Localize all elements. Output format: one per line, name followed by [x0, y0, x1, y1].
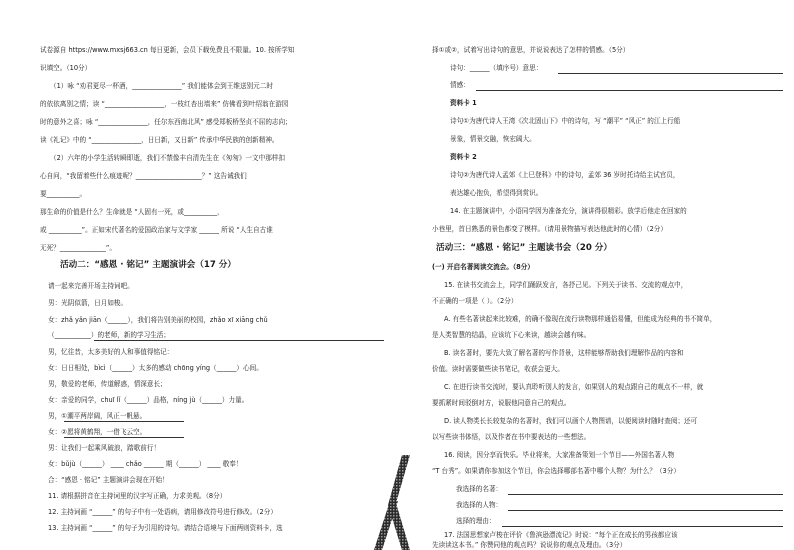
section-title-activity-3: 活动三：“感恩 · 铭记” 主题读书会（20 分） [436, 243, 612, 253]
text-line: 要抓紧时间驳倒对方，说服他同意自己的观点。 [432, 399, 571, 407]
text-line: 心自问，“我留着些什么痕迹呢？____________________？” 这告诫我们 [40, 172, 247, 180]
text-line: 要__________。 [40, 190, 87, 198]
text-line: 时的意外之喜；咏 “_______________，任尔东西南北风” 感受郑板桥坚贞不屈的志向； [40, 118, 292, 126]
text-line: 或 __________”。正如宋代著名的爱国政治家与文学家 ______ 所说 “人生自古谁 [40, 226, 273, 234]
text-line: 的依依离别之情；读 “__________________，一枝红杏出墙来” 仿佛看到叶绍翁在游园 [40, 100, 289, 108]
underline-rule [64, 437, 184, 438]
text-line: 13. 主持词画 “______” 的句子为引用的诗句。请结合语境与下面两则资料卡，选 [48, 524, 283, 532]
text-line: 诗句：______（填序号）意思： [450, 64, 543, 72]
text-line: 小巷里，首日熟悉的景色都变了模样。（请用景物描写表达他此时的心情）（2分） [432, 225, 667, 233]
answer-line [476, 90, 783, 91]
text-line: 景象，情景交融，恢宏阔大。 [450, 135, 536, 143]
scan-artifact [372, 455, 416, 550]
answer-line [558, 73, 783, 74]
text-line: 选择的理由： [456, 517, 496, 525]
text-line: 女：zhǎ yǎn jiān（______），我们将告别美丽的校园，zhǎo xī xiāng chǔ [48, 316, 268, 324]
underline-rule [94, 340, 384, 341]
text-line: 男：光阴似箭，日月如梭。 [48, 299, 128, 307]
text-line: （2）六年的小学生活转瞬即逝，我们不禁像丰自清先生在《匆匆》一文中那样扣 [50, 154, 285, 162]
text-line: 情感： [450, 81, 470, 89]
text-line: 15. 在读书交流会上，同学们踊跃发言，各抒己见。下列关于读书、交流的观点中， [444, 281, 688, 289]
text-line: 女：日日相处，bìcì（______）太多的感动 chōng yíng（______）心间。 [48, 364, 263, 372]
text-line: 女：②愿将黄鹤翔，一借飞云空。 [48, 428, 147, 436]
text-line: (一) 开启名著阅读交流会。（8分） [432, 263, 534, 271]
text-line: 合：“感恩 · 铭记” 主题演讲会现在开始！ [48, 476, 169, 484]
text-line: D. 读人物类长长较复杂的名著时，我们可以画个人物图谱，以便阅读时随时查阅；还可 [444, 417, 698, 425]
material-card-1-title: 资料卡 1 [450, 99, 477, 107]
text-line: 不正确的一项是（ ）。（2分） [432, 297, 518, 305]
text-line: 我选择的人物： [456, 501, 503, 509]
text-line: 价值。读时需要做些读书笔记，收获会更大。 [432, 365, 564, 373]
text-line: 17. 法国思想家卢梭在评价《鲁滨逊漂流记》时说：“每个正在成长的男孩都应该 [444, 531, 678, 539]
answer-line [508, 494, 783, 495]
text-line: 诗句②为唐代诗人孟郊《上巳登科》中的诗句，孟郊 36 岁时托诗给主试官员， [450, 171, 680, 179]
text-line: 16. 阅读，因分享而快乐。毕业将来，大家准备策划一个节目——外国名著人物 [444, 451, 675, 459]
text-line: 是人类智慧的结晶，应该坑下心来读，越读会越有味。 [432, 331, 591, 339]
text-line: 以写些读书体悟，以及作者在书中要表达的一些想法。 [432, 433, 591, 441]
text-line: 男，忆往昔，太多美好的人和事值得铭记： [48, 348, 174, 356]
text-line: 那生命的价值是什么？生命就是 “人固有一死，或__________， [40, 208, 224, 216]
text-line: 男，①潮平两岸阔，风正一帆悬。 [48, 412, 147, 420]
underline-rule [64, 421, 184, 422]
text-line: 男，敬爱的老师，传道解惑，情深意长； [48, 380, 167, 388]
right-column [428, 0, 794, 550]
text-line: C. 在进行读书交流时，要认真聆听别人的发言，如果别人的观点跟自己的观点不一样，就 [444, 383, 704, 391]
text-line: 12. 主持词画 “______” 的句子中有一处语病，请用修改符号进行修改。（2分） [48, 508, 277, 516]
text-line: （___________）的老师，新的学习生活； [48, 331, 170, 339]
material-card-2-title: 资料卡 2 [450, 153, 477, 161]
text-line: “T 台秀”。如果请你参加这个节目，你会选择哪部名著中哪个人物？为什么？（3分） [432, 467, 680, 475]
text-line: A. 有些名著读起来比较难，的确不像现在流行读物那样通俗易懂，但能成为经典的书不简单， [444, 315, 717, 323]
text-line: 女：亲爱的同学，chuī lǐ（______）品格，níng jù（______）力量。 [48, 396, 249, 404]
text-line: 先读读这本书。” 你赞同他的观点吗？说说你的观点及理由。（3分） [432, 541, 627, 549]
text-line: 请一起来完善开场主持词吧。 [48, 282, 134, 290]
text-line: 表达雄心抱负，希望得到赏识。 [450, 189, 543, 197]
text-line: 我选择的名著： [456, 485, 503, 493]
source-line: 试卷源自 https://www.mxsj663.cn 每日更新，会员下载免费且不限量。10. 按所学知 [40, 46, 295, 54]
answer-line [502, 526, 783, 527]
text-line: 诗句①为唐代诗人王湾《次北固山下》中的诗句，写 “潮平” “风正” 的江上行船 [450, 117, 681, 125]
text-line: 14. 在主题演讲中，小语同学因为准备充分，演讲得很精彩。放学后他走在回家的 [450, 207, 687, 215]
text-line: 择①或②，试着写出诗句的意思，并说说表达了怎样的情感。（5分） [432, 46, 630, 54]
text-line: 女：bǔjù（______） ____ chǎo ______ 期（______） ____ 敬奉！ [48, 460, 243, 468]
text-line: （1）咏 “劝君更尽一杯酒，_______________” 我们能体会到王维送别元二时 [50, 82, 273, 90]
section-title-activity-2: 活动二：“感恩 · 铭记” 主题演讲会（17 分） [60, 260, 236, 270]
text-line: B. 读名著时，要先大致了解名著的写作背景，这样能够帮助我们理解作品的内容和 [444, 349, 684, 357]
answer-line [508, 510, 783, 511]
text-line: 读《礼记》中的 “_______________，日日新，又日新” 传承中华民族的创新精神。 [40, 136, 279, 144]
text-line: 男：让我们一起乘风破浪，踏歌前行！ [48, 444, 161, 452]
text-line: 无死？______________”。 [40, 244, 116, 252]
text-line: 11. 请根据拼音在主持词里的汉字写正确，力求美观。（8分） [48, 492, 227, 500]
text-line: 识填空。（10分） [40, 64, 92, 72]
